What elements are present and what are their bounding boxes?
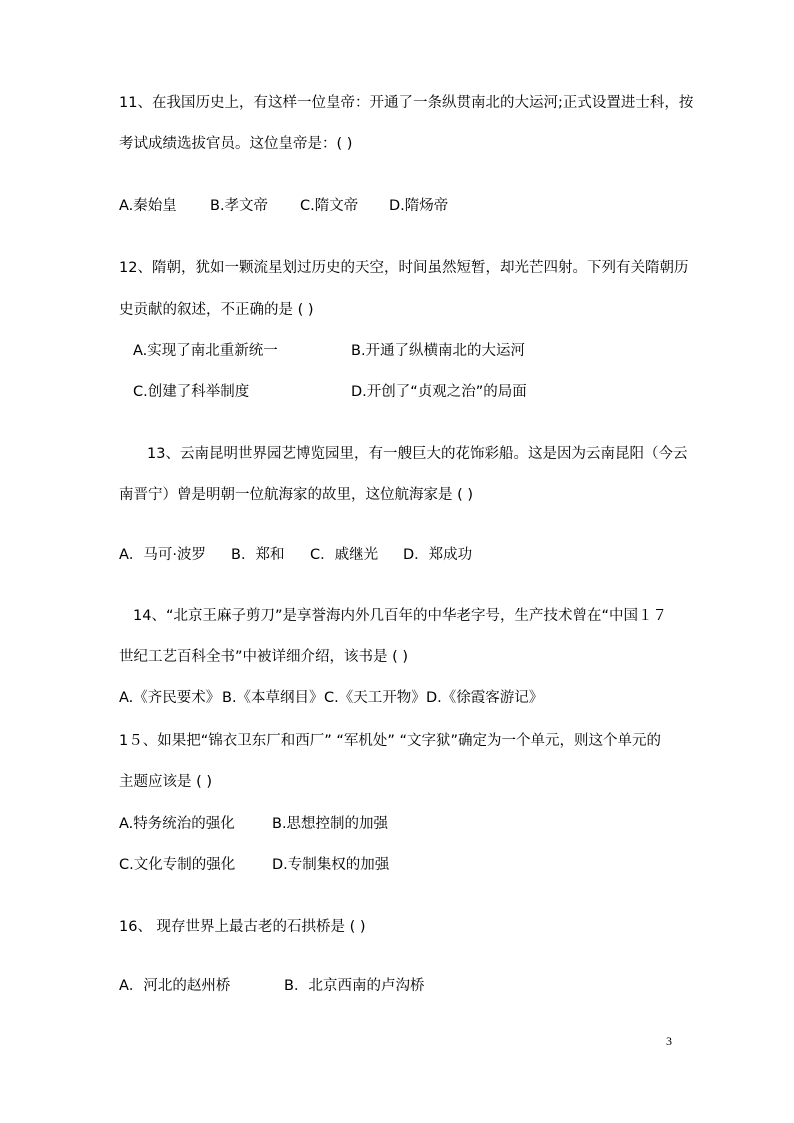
q16-option-b: B．北京西南的卢沟桥 [284, 978, 425, 994]
q14-stem-line2: 世纪工艺百科全书”中被详细介绍，该书是 ( ) [119, 649, 409, 665]
q15-option-a: A.特务统治的强化 [119, 816, 235, 832]
q12-option-a: A.实现了南北重新统一 [133, 343, 278, 359]
q11-stem-line2: 考试成绩选拔官员。这位皇帝是：( ) [119, 136, 353, 152]
q14-option-b: B.《本草纲目》 [222, 690, 324, 706]
q15-option-c: C.文化专制的强化 [119, 857, 236, 873]
q11-option-d: D.隋炀帝 [389, 198, 449, 214]
q11-stem-line1: 11、在我国历史上，有这样一位皇帝：开通了一条纵贯南北的大运河;正式设置进士科，按 [119, 95, 694, 111]
q13-option-a: A．马可·波罗 [119, 547, 207, 563]
q13-stem-line1: 13、云南昆明世界园艺博览园里，有一艘巨大的花饰彩船。这是因为云南昆阳（今云 [147, 446, 688, 462]
q12-option-b: B.开通了纵横南北的大运河 [351, 343, 526, 359]
q16-stem-line1: 16、 现存世界上最古老的石拱桥是 ( ) [119, 919, 366, 935]
q12-option-c: C.创建了科举制度 [133, 384, 250, 400]
q12-stem-line2: 史贡献的叙述，不正确的是 ( ) [119, 302, 314, 318]
page-number: 3 [666, 1034, 672, 1048]
q13-option-b: B．郑和 [231, 547, 285, 563]
q15-option-d: D.专制集权的加强 [272, 857, 390, 873]
q15-stem-line1: 1５、如果把“锦衣卫东厂和西厂” “军机处” “文字狱”确定为一个单元，则这个单元的 [119, 733, 662, 749]
q11-option-c: C.隋文帝 [300, 198, 359, 214]
q12-stem-line1: 12、隋朝，犹如一颗流星划过历史的天空，时间虽然短暂，却光芒四射。下列有关隋朝历 [119, 260, 689, 276]
q15-option-b: B.思想控制的加强 [272, 816, 389, 832]
q12-option-d: D.开创了“贞观之治”的局面 [351, 384, 527, 400]
q14-option-d: D.《徐霞客游记》 [426, 690, 544, 706]
q14-option-c: C.《天工开物》 [324, 690, 426, 706]
q13-stem-line2: 南晋宁）曾是明朝一位航海家的故里，这位航海家是 ( ) [119, 487, 474, 503]
q11-option-b: B.孝文帝 [210, 198, 269, 214]
q14-option-a: A.《齐民要术》 [119, 690, 221, 706]
q13-option-d: D．郑成功 [403, 547, 473, 563]
q14-stem-line1: 14、“北京王麻子剪刀”是享誉海内外几百年的中华老字号，生产技术曾在“中国１７ [133, 608, 667, 624]
q13-option-c: C．戚继光 [310, 547, 379, 563]
q11-option-a: A.秦始皇 [119, 198, 177, 214]
q15-stem-line2: 主题应该是 ( ) [119, 774, 213, 790]
q16-option-a: A．河北的赵州桥 [119, 978, 231, 994]
